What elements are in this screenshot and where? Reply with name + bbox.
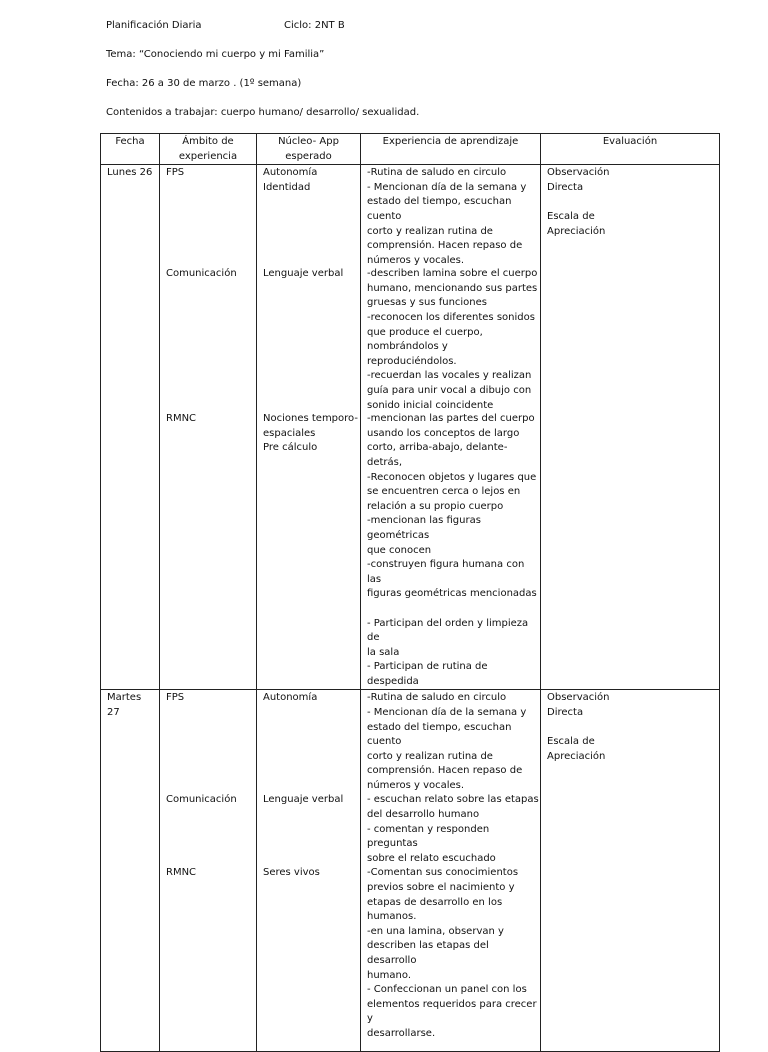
experiencia-cell (361, 165, 541, 690)
nucleo-cell (257, 165, 361, 690)
ambito-item: FPS (166, 692, 185, 704)
fecha-label: Fecha: 26 a 30 de marzo . (1º semana) (106, 78, 302, 89)
experiencia-item: -mencionan las partes del cuerpo usando los conceptos de largo corto, arriba-abajo, delante- detrás, -Reconocen objetos y lugares que se encuentren cerca o lejos en relación a su propio cuerpo -mencionan las figuras geométricas que conocen -construyen figura humana con las figuras geométricas mencionadas - Participan del orden y limpieza de la sala - Participan de rutina de despedida (367, 413, 537, 687)
nucleo-item: Autonomía (263, 692, 318, 704)
planning-table (100, 133, 720, 1052)
nucleo-item: Lenguaje verbal (263, 268, 344, 280)
contenidos-label: Contenidos a trabajar: cuerpo humano/ desarrollo/ sexualidad. (106, 107, 420, 118)
evaluacion-cell: Observación Directa Escala de Apreciación (541, 165, 720, 690)
day-cell: Lunes 26 (101, 165, 160, 690)
evaluacion-cell: Observación Directa Escala de Apreciación (541, 690, 720, 1052)
experiencia-item: - escuchan relato sobre las etapas del desarrollo humano - comentan y responden preguntas sobre el relato escuchado (367, 794, 539, 864)
ambito-item: RMNC (166, 867, 197, 879)
nucleo-item: Lenguaje verbal (263, 794, 344, 806)
experiencia-cell (361, 690, 541, 1052)
table-row (101, 690, 720, 1052)
nucleo-item: Seres vivos (263, 867, 320, 879)
ambito-item: FPS (166, 167, 185, 179)
nucleo-item: Autonomía Identidad (263, 167, 318, 193)
ambito-item: RMNC (166, 413, 197, 425)
nucleo-cell (257, 690, 361, 1052)
experiencia-item: -describen lamina sobre el cuerpo humano, mencionando sus partes gruesas y sus funciones -reconocen los diferentes sonidos que produce el cuerpo, nombrándolos y reproduciéndolos. -recuerdan las vocales y realizan guía para unir vocal a dibujo con sonido inicial coincidente (367, 268, 538, 411)
table-header-row (101, 134, 720, 165)
experiencia-item: -Rutina de saludo en circulo - Mencionan día de la semana y estado del tiempo, escuchan cuento corto y realizan rutina de comprensión. Hacen repaso de números y vocales. (367, 692, 527, 792)
nucleo-item: Nociones temporo- espaciales Pre cálculo (263, 413, 358, 454)
ambito-item: Comunicación (166, 794, 237, 806)
col-header-nucleo: Núcleo- App esperado (257, 134, 361, 165)
col-header-fecha: Fecha (101, 134, 160, 165)
col-header-experiencia: Experiencia de aprendizaje (361, 134, 541, 165)
tema-label: Tema: “Conociendo mi cuerpo y mi Familia” (106, 49, 325, 60)
experiencia-item: -Rutina de saludo en circulo - Mencionan día de la semana y estado del tiempo, escuchan cuento corto y realizan rutina de comprensión. Hacen repaso de números y vocales. (367, 167, 527, 266)
table-row (101, 165, 720, 690)
day-cell: Martes 27 (101, 690, 160, 1052)
col-header-ambito: Ámbito de experiencia (160, 134, 257, 165)
col-header-evaluacion: Evaluación (541, 134, 720, 165)
ambito-item: Comunicación (166, 268, 237, 280)
plan-title: Planificación Diaria (106, 20, 202, 31)
experiencia-item: -Comentan sus conocimientos previos sobre el nacimiento y etapas de desarrollo en los humanos. -en una lamina, observan y describen las etapas del desarrollo humano. - Confeccionan un panel con los elementos requeridos para crecer y desarrollarse. (367, 867, 537, 1039)
ambito-cell (160, 690, 257, 1052)
ambito-cell (160, 165, 257, 690)
ciclo-label: Ciclo: 2NT B (284, 20, 345, 31)
